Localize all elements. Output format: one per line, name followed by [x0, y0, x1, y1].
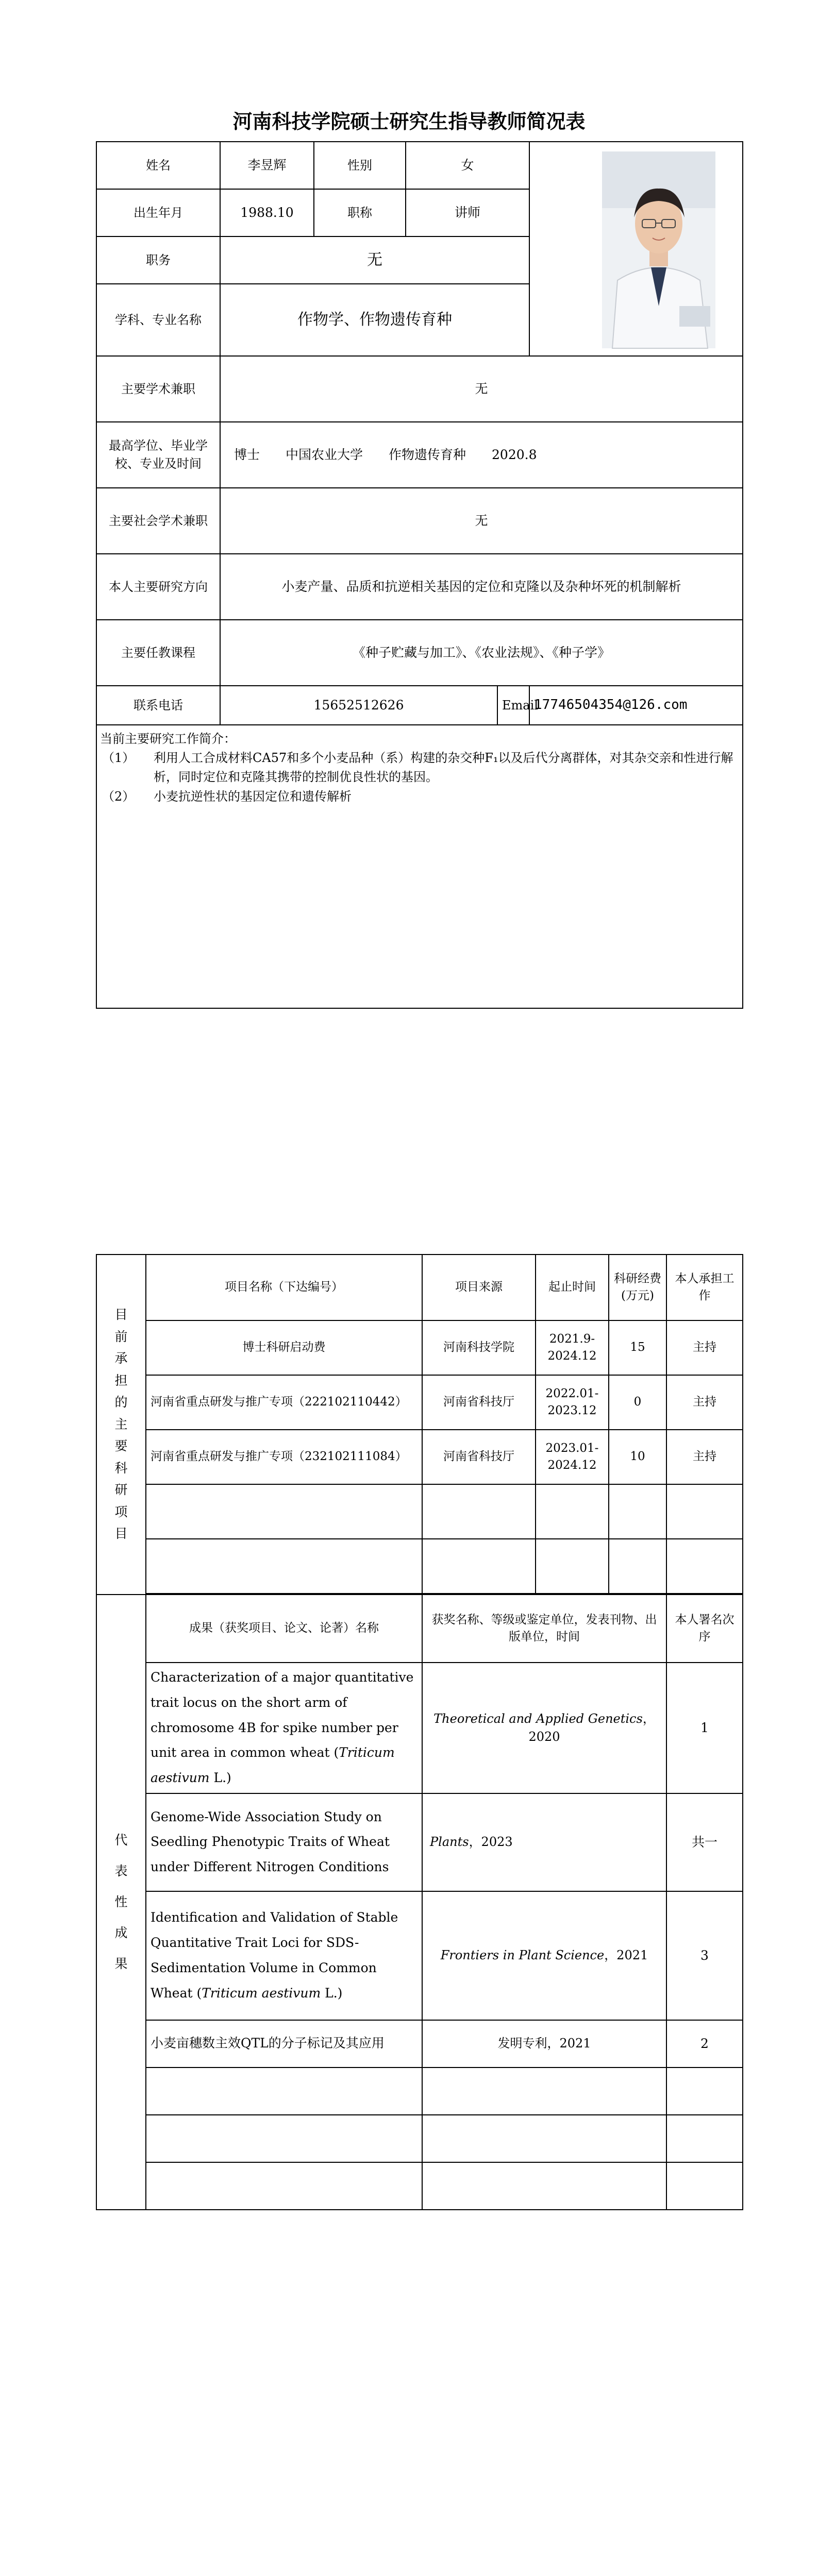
achievement-venue	[422, 1793, 666, 1891]
social-post-label: 主要社会学术兼职	[96, 488, 220, 554]
project-header-funding: 科研经费(万元)	[609, 1255, 666, 1320]
project-funding: 15	[609, 1320, 666, 1375]
name-label: 姓名	[96, 142, 220, 189]
title-label: 职称	[314, 189, 406, 236]
phone-label: 联系电话	[96, 686, 220, 725]
intro-item-num: （1）	[102, 751, 135, 766]
achievements-side-text: 代表性成果	[114, 1832, 128, 1971]
project-source: 河南科技学院	[422, 1320, 536, 1375]
table-row	[96, 2115, 743, 2162]
profile-table	[96, 141, 743, 1009]
table-row	[96, 1663, 743, 1793]
research-label: 本人主要研究方向	[96, 554, 220, 620]
species-name: Triticum aestivum	[151, 1745, 395, 1785]
table-row	[96, 1430, 743, 1484]
page-title: 河南科技学院硕士研究生指导教师简况表	[232, 110, 586, 133]
journal-year: ，2020	[528, 1711, 655, 1744]
achievement-header-name: 成果（获奖项目、论文、论著）名称	[146, 1595, 422, 1663]
projects-achievements-table	[96, 1254, 743, 2210]
project-source: 河南省科技厅	[422, 1430, 536, 1484]
achievement-title-tail: L.)	[321, 1985, 343, 2001]
discipline-value: 作物学、作物遗传育种	[220, 284, 529, 356]
achievement-rank: 3	[666, 1891, 743, 2020]
discipline-label: 学科、专业名称	[96, 284, 220, 356]
portrait-cell	[529, 142, 743, 356]
project-header-source: 项目来源	[422, 1255, 536, 1320]
achievement-venue	[422, 1891, 666, 2020]
project-funding: 0	[609, 1375, 666, 1430]
gender-value: 女	[406, 142, 529, 189]
degree-value: 博士 中国农业大学 作物遗传育种 2020.8	[220, 422, 743, 488]
journal-name: Frontiers in Plant Science	[440, 1948, 605, 1963]
species-name: Triticum aestivum	[202, 1985, 321, 2001]
journal-name: Theoretical and Applied Genetics	[433, 1711, 643, 1726]
intro-item-num: （2）	[102, 789, 135, 804]
position-label: 职务	[96, 236, 220, 284]
table-row	[96, 2067, 743, 2115]
project-header-name: 项目名称（下达编号）	[146, 1255, 422, 1320]
achievement-title-text: Genome-Wide Association Study on Seedling Phenotypic Traits of Wheat under Different Nitrogen Conditions	[151, 1809, 390, 1875]
table-row	[96, 1891, 743, 2020]
portrait-photo	[602, 151, 715, 348]
achievement-rank: 2	[666, 2020, 743, 2067]
courses-value: 《种子贮藏与加工》、《农业法规》、《种子学》	[220, 620, 743, 686]
project-header-role: 本人承担工作	[666, 1255, 743, 1320]
project-source: 河南省科技厅	[422, 1375, 536, 1430]
achievement-header-rank: 本人署名次序	[666, 1595, 743, 1663]
position-value: 无	[220, 236, 529, 284]
achievement-title-text: Characterization of a major quantitative trait locus on the short arm of chromosome 4B for spike number per unit area in common wheat (	[151, 1670, 414, 1760]
achievement-venue	[422, 2020, 666, 2067]
achievement-venue	[422, 1663, 666, 1793]
intro-item-text: 利用人工合成材料CA57和多个小麦品种（系）构建的杂交种F₁以及后代分离群体，对其杂交亲和性进行解析，同时定位和克隆其携带的控制优良性状的基因。	[154, 751, 733, 785]
project-name: 河南省重点研发与推广专项（222102110442）	[146, 1375, 422, 1430]
projects-side-text: 目前承担的主要科研项目	[114, 1307, 128, 1541]
project-role: 主持	[666, 1375, 743, 1430]
table-row	[96, 1375, 743, 1430]
achievement-title-tail: L.)	[209, 1770, 231, 1785]
title-value: 讲师	[406, 189, 529, 236]
birth-value: 1988.10	[220, 189, 314, 236]
journal-name: Plants	[430, 1835, 469, 1850]
achievement-rank: 共一	[666, 1793, 743, 1891]
intro-item	[100, 749, 739, 787]
intro-item	[100, 787, 739, 806]
table-row	[96, 1539, 743, 1594]
projects-side-label	[96, 1255, 146, 1595]
project-funding: 10	[609, 1430, 666, 1484]
research-value: 小麦产量、品质和抗逆相关基因的定位和克隆以及杂种坏死的机制解析	[220, 554, 743, 620]
project-period: 2022.01-2023.12	[536, 1375, 609, 1430]
achievements-side-label	[96, 1595, 146, 2210]
achievement-title-text: 小麦亩穗数主效QTL的分子标记及其应用	[151, 2036, 385, 2051]
gender-label: 性别	[314, 142, 406, 189]
achievement-title	[146, 1663, 422, 1793]
project-name: 河南省重点研发与推广专项（232102111084）	[146, 1430, 422, 1484]
table-row	[96, 1320, 743, 1375]
journal-year: ，2023	[469, 1835, 513, 1850]
table-row	[96, 1793, 743, 1891]
achievement-rank: 1	[666, 1663, 743, 1793]
birth-label: 出生年月	[96, 189, 220, 236]
intro-item-text: 小麦抗逆性状的基因定位和遗传解析	[154, 789, 352, 804]
achievement-title	[146, 2020, 422, 2067]
email-value: 17746504354@126.com	[529, 686, 743, 725]
project-header-period: 起止时间	[536, 1255, 609, 1320]
research-intro	[96, 725, 743, 1008]
project-role: 主持	[666, 1430, 743, 1484]
project-role: 主持	[666, 1320, 743, 1375]
table-row	[96, 1484, 743, 1539]
academic-post-value: 无	[220, 356, 743, 422]
achievement-header-venue: 获奖名称、等级或鉴定单位，发表刊物、出版单位，时间	[422, 1595, 666, 1663]
social-post-value: 无	[220, 488, 743, 554]
name-value: 李昱辉	[220, 142, 314, 189]
courses-label: 主要任教课程	[96, 620, 220, 686]
achievement-title-text: Identification and Validation of Stable Quantitative Trait Loci for SDS-Sedimentation Volume in Common Wheat (	[151, 1910, 398, 2001]
project-name: 博士科研启动费	[146, 1320, 422, 1375]
project-period: 2021.9-2024.12	[536, 1320, 609, 1375]
project-period: 2023.01-2024.12	[536, 1430, 609, 1484]
journal-year: ，2021	[604, 1948, 648, 1963]
table-row	[96, 2020, 743, 2067]
academic-post-label: 主要学术兼职	[96, 356, 220, 422]
phone-value: 15652512626	[220, 686, 497, 725]
achievement-title	[146, 1891, 422, 2020]
journal-year: 发明专利，2021	[497, 2036, 591, 2051]
achievement-title	[146, 1793, 422, 1891]
table-row	[96, 2162, 743, 2210]
degree-label: 最高学位、毕业学校、专业及时间	[96, 422, 220, 488]
email-label: Email	[497, 686, 529, 725]
intro-heading: 当前主要研究工作简介：	[100, 732, 236, 746]
